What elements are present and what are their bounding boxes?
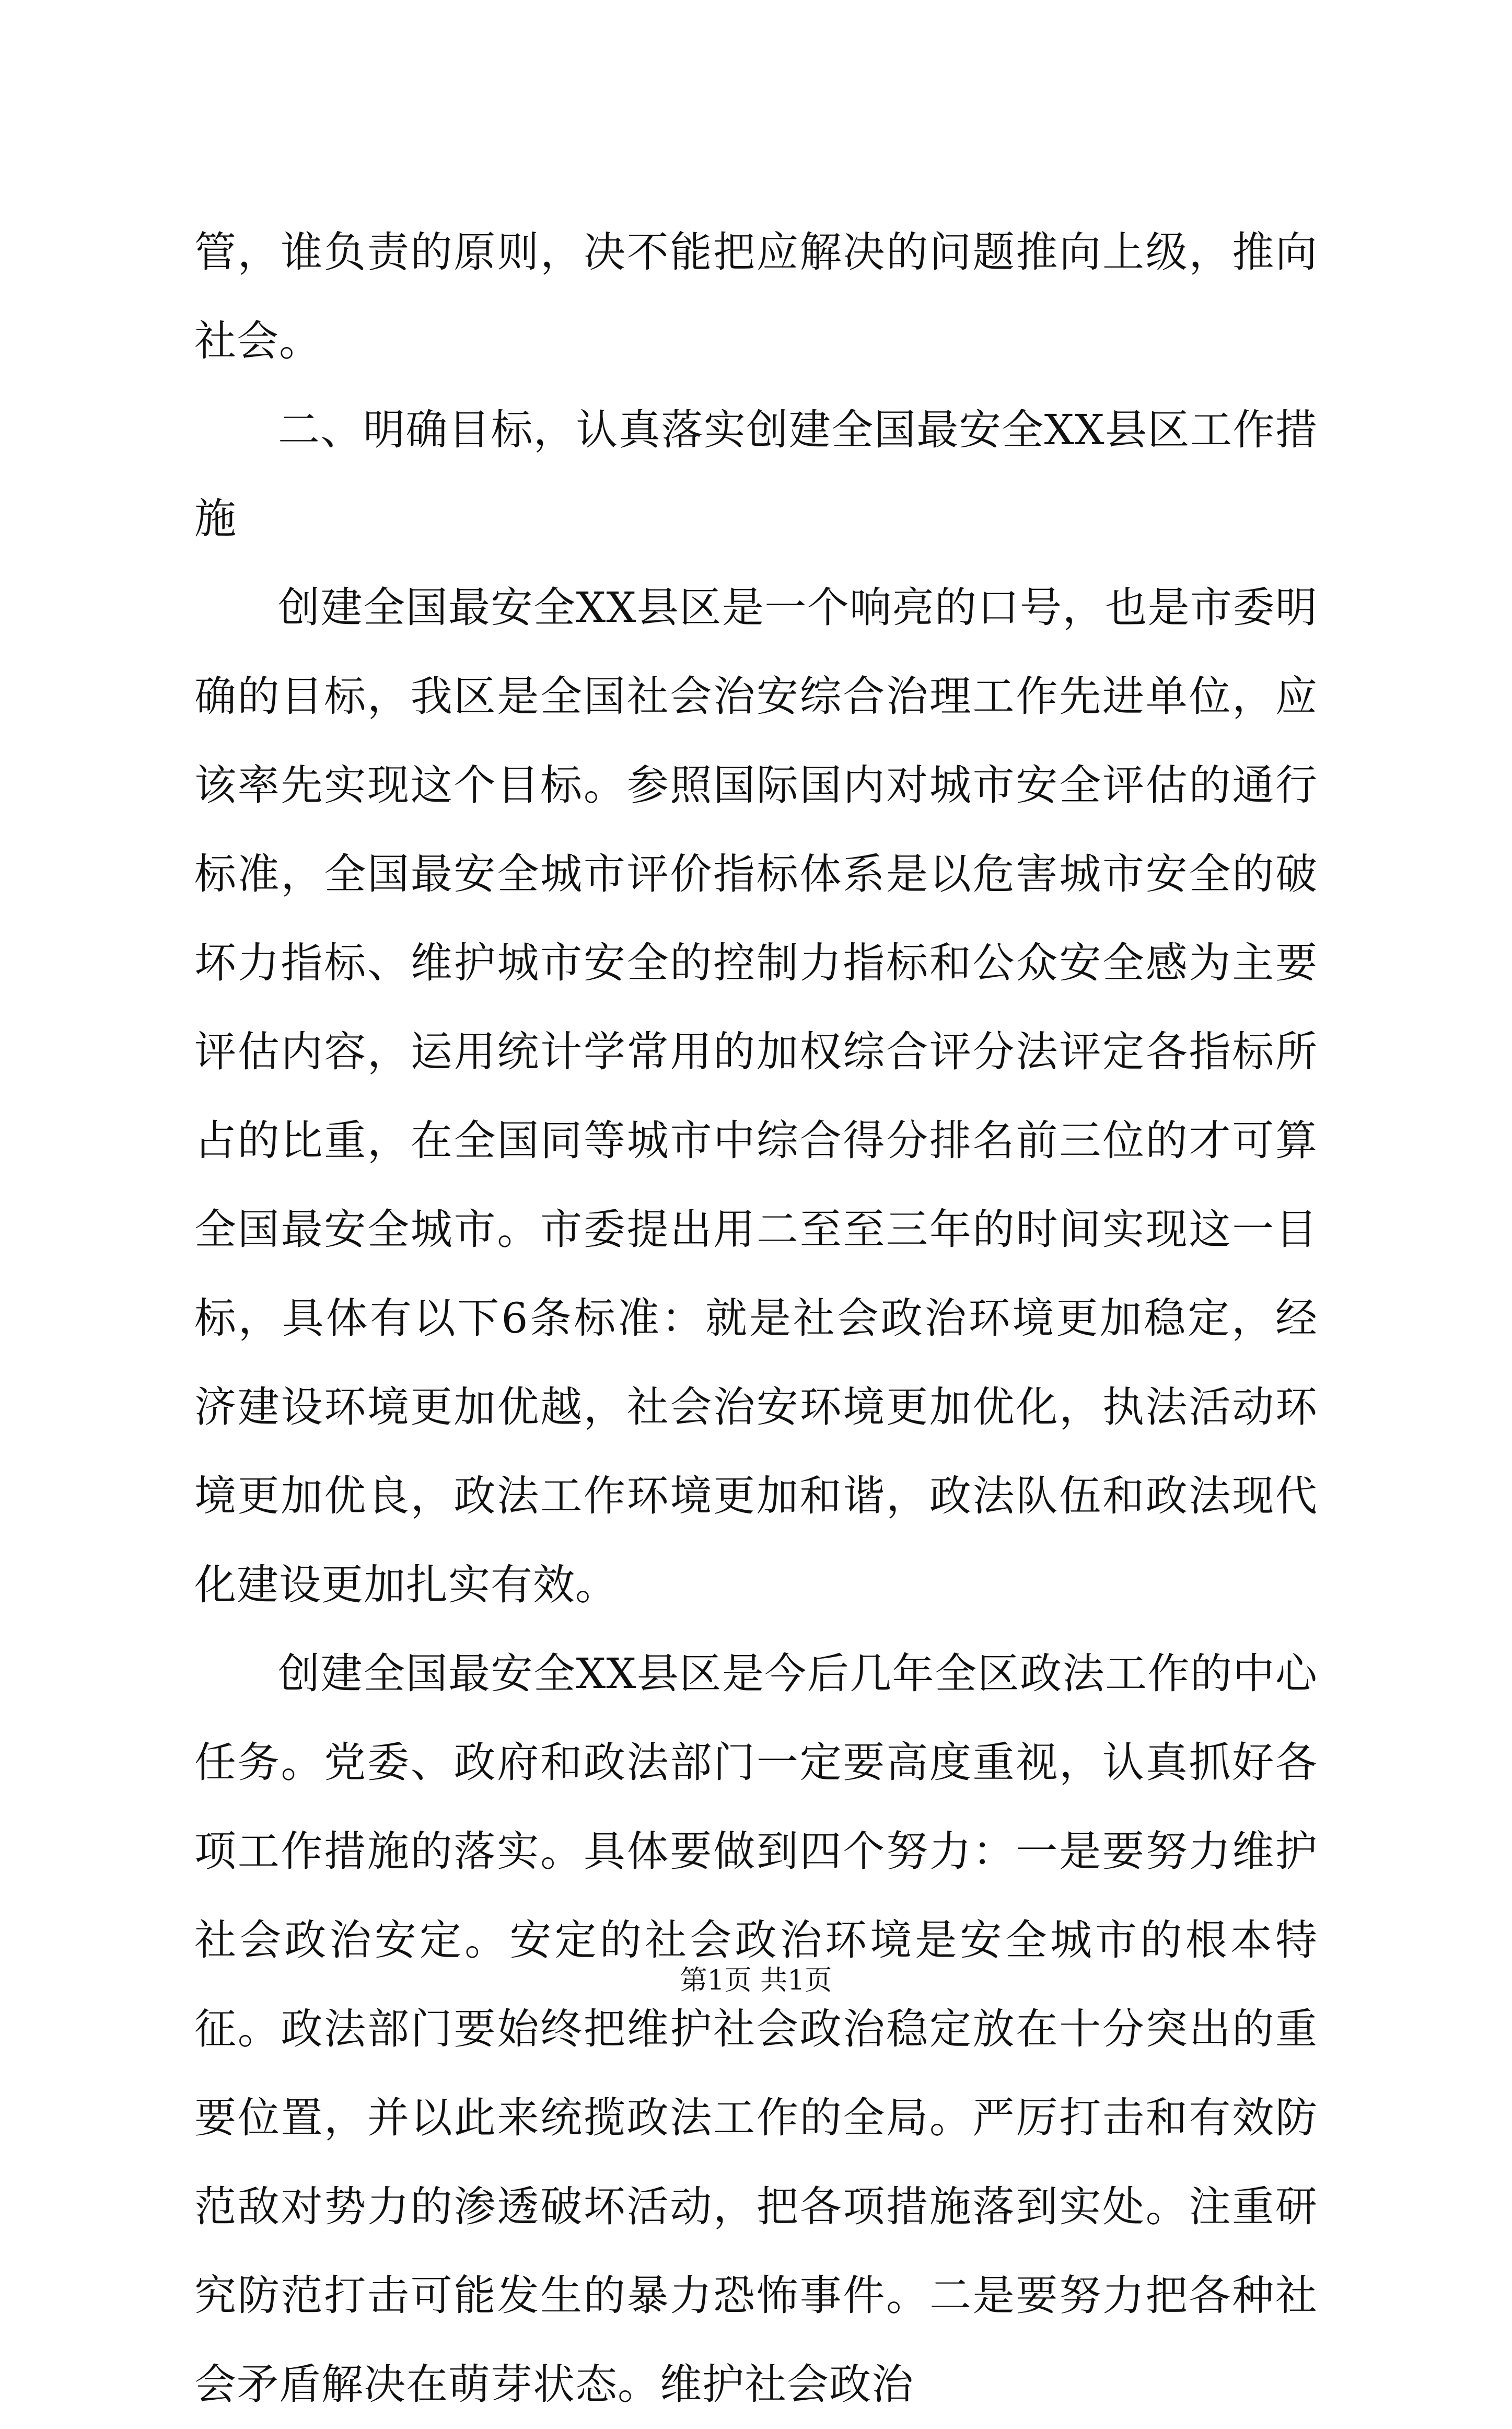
paragraph-1: 管，谁负责的原则，决不能把应解决的问题推向上级，推向社会。	[194, 228, 1318, 365]
paragraph-4: 创建全国最安全XX县区是今后几年全区政法工作的中心任务。党委、政府和政法部门一定要高度重视，认真抓好各项工作措施的落实。具体要做到四个努力：一是要努力维护社会政治安定。安定的社会政治环境是安全城市的根本特征。政法部门要始终把维护社会政治稳定放在十分突出的重要位置，并以此来统揽政法工作的全局。严厉打击和有效防范敌对势力的渗透破坏活动，把各项措施落到实处。注重研究防范打击可能发生的暴力恐怖事件。二是要努力把各种社会矛盾解决在萌芽状态。维护社会政治	[194, 1649, 1318, 2409]
page-footer: 第1页 共1页	[680, 1965, 832, 1996]
paragraph-3: 创建全国最安全XX县区是一个响亮的口号，也是市委明确的目标，我区是全国社会治安综合治理工作先进单位，应该率先实现这个目标。参照国际国内对城市安全评估的通行标准，全国最安全城市评价指标体系是以危害城市安全的破坏力指标、维护城市安全的控制力指标和公众安全感为主要评估内容，运用统计学常用的加权综合评分法评定各指标所占的比重，在全国同等城市中综合得分排名前三位的才可算全国最安全城市。市委提出用二至至三年的时间实现这一目标，具体有以下6条标准：就是社会政治环境更加稳定，经济建设环境更加优越，社会治安环境更加优化，执法活动环境更加优良，政法工作环境更加和谐，政法队伍和政法现代化建设更加扎实有效。	[194, 583, 1318, 1609]
document-body	[194, 208, 1318, 2429]
section-heading: 二、明确目标，认真落实创建全国最安全XX县区工作措施	[194, 406, 1318, 543]
